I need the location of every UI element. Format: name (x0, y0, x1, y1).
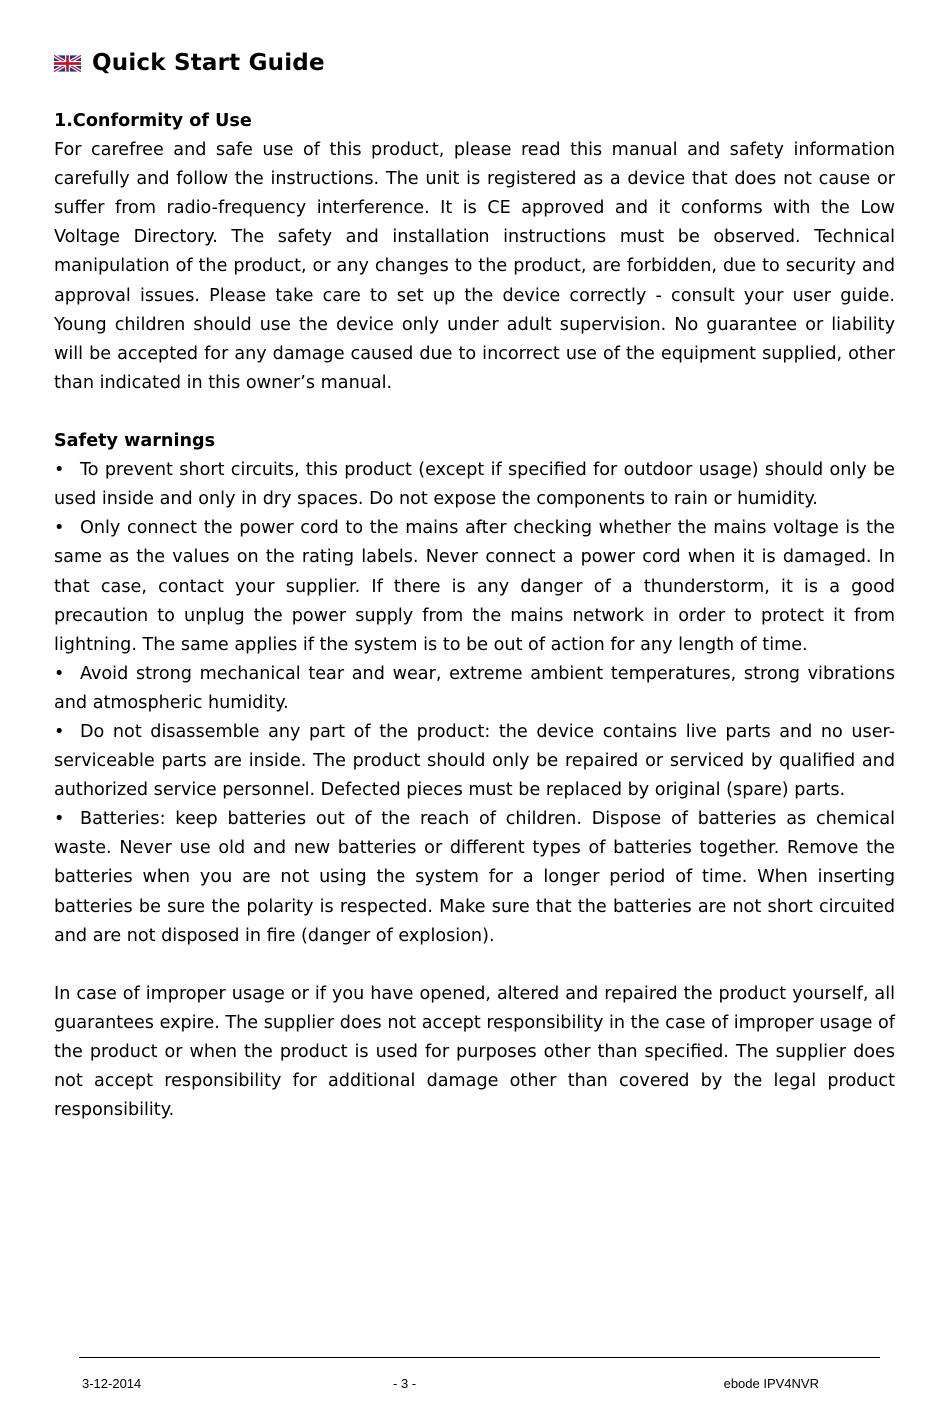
bullet-icon: • (54, 663, 65, 684)
uk-flag-icon (54, 55, 81, 72)
safety-item-text: Only connect the power cord to the mains after checking whether the mains voltage is the same as the values on the rating labels. Never connect a power cord when it is damaged. In that case, contact your supplier. If there is any danger of a thunderstorm, it is a good precaution to unplug the power supply from the mains network in order to protect it from lightning. The same applies if the system is to be out of action for any length of time. (54, 518, 895, 655)
closing-paragraph: In case of improper usage or if you have opened, altered and repaired the product yourself, all guarantees expire. The supplier does not accept responsibility in the case of improper usage of the product or when the product is used for purposes other than specified. The supplier does not accept responsibility for additional damage other than covered by the legal product responsibility. (54, 983, 895, 1121)
footer-page-number: - 3 - (393, 1376, 417, 1391)
title-row (54, 46, 325, 80)
footer-model: ebode IPV4NVR (723, 1376, 819, 1391)
safety-item (54, 514, 895, 659)
bullet-icon: • (54, 809, 65, 830)
bullet-icon: • (54, 721, 65, 742)
safety-item-text: To prevent short circuits, this product (except if specified for outdoor usage) should only be used inside and only in dry spaces. Do not expose the components to rain or humidity. (54, 460, 895, 510)
safety-item-text: Batteries: keep batteries out of the reach of children. Dispose of batteries as chemical waste. Never use old and new batteries or different types of batteries together. Remove the batteries when you are not using the system for a longer period of time. When inserting batteries be sure the polarity is respected. Make sure that the batteries are not short circuited and are not disposed in fire (danger of explosion). (54, 809, 895, 946)
section-heading-safety: Safety warnings (54, 431, 216, 452)
conformity-paragraph: For carefree and safe use of this product, please read this manual and safety information carefully and follow the instructions. The unit is registered as a device that does not cause or suffer from radio-frequency interference. It is CE approved and it conforms with the Low Voltage Directory. The safety and installation instructions must be observed. Technical manipulation of the product, or any changes to the product, are forbidden, due to security and approval issues. Please take care to set up the device correctly - consult your user guide. Young children should use the device only under adult supervision. No guarantee or liability will be accepted for any damage caused due to incorrect use of the equipment supplied, other than indicated in this owner’s manual. (54, 140, 895, 393)
bullet-icon: • (54, 460, 65, 481)
safety-item-text: Avoid strong mechanical tear and wear, extreme ambient temperatures, strong vibrations and atmospheric humidity. (54, 663, 895, 713)
safety-item-text: Do not disassemble any part of the product: the device contains live parts and no user-serviceable parts are inside. The product should only be repaired or serviced by qualified and authorized service personnel. Defected pieces must be replaced by original (spare) parts. (54, 721, 895, 801)
safety-item (54, 660, 895, 718)
document-body (54, 107, 895, 1125)
safety-item (54, 805, 895, 950)
footer-date: 3-12-2014 (82, 1376, 142, 1391)
footer-divider (79, 1357, 880, 1358)
spacer (54, 951, 895, 980)
bullet-icon: • (54, 518, 65, 539)
page-title: Quick Start Guide (92, 50, 325, 76)
safety-item (54, 718, 895, 805)
spacer (54, 398, 895, 427)
safety-item (54, 456, 895, 514)
section-heading-conformity: 1.Conformity of Use (54, 111, 252, 131)
